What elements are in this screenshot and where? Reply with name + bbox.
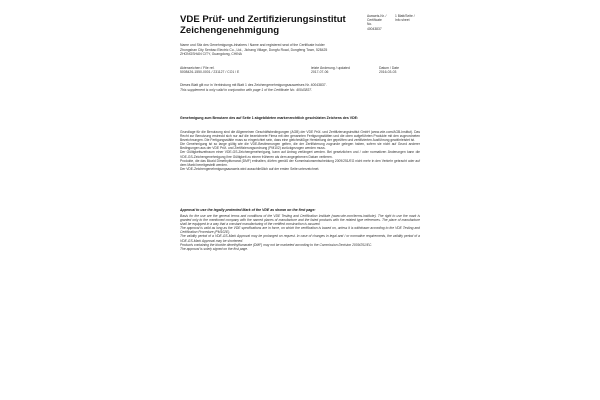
updated-label: letzte Änderung / updated: [311, 66, 350, 70]
certificate-page: [180, 14, 420, 386]
validity-note: [180, 83, 420, 92]
english-paragraph: Products containing the biocide dimethylfumarate (DMF) may not be marketed according to the Commission Decision 2009/251/EC.: [180, 242, 373, 247]
date-field: [379, 66, 419, 75]
title-line-2: Zeichengenehmigung: [180, 25, 280, 36]
holder-address-line-2: ZHONGSHAN CITY, Guangdong, CHINA: [180, 52, 242, 57]
english-paragraph: Basis for the use are the general terms and conditions of the VDE Testing and Certification Institute (www.vde.com/terms-institute). The right to use the mark is granted only to the mentioned company with the named places of manufacture and the listed products with the related type references. The place of manufacture shall be equipped in a way that a constant manufacturing of the certified construction is assured.: [180, 214, 420, 227]
sheet-info: 1 Blatt/Seite / Info sheet: [395, 14, 415, 23]
german-section-heading: Genehmigung zum Benutzen des auf Seite 1 abgebildeten markenrechtlich geschützten Zeichens des VDE:: [180, 116, 359, 120]
file-ref: [180, 66, 290, 75]
date-value: 2016-03-03: [379, 70, 397, 75]
german-paragraph: Der Gültigkeitszeitraum einer VDE-GS-Zeichengenehmigung, kann auf Antrag verlängert werden. Bei gesetzlichen und / oder normativen Änderungen kann die VDE-GS-Zeichengenehmigung ihre Gültigkeit zu einem früheren als dem angegebenen Datum verlieren.: [180, 150, 420, 159]
holder-block: [180, 43, 420, 57]
english-paragraph: The approval is solely signed on the first page.: [180, 246, 248, 251]
english-section-body: [180, 214, 420, 251]
file-ref-label: Aktenzeichen / File ref.: [180, 66, 215, 70]
german-paragraph: Produkte, die das Biozid Dimethylfumarat (DMF) enthalten, dürfen gemäß der Kommissionsentscheidung 2009/251/EG nicht mehr in den Verkehr gebracht oder auf dem Markt bereitgestellt werden.: [180, 158, 420, 167]
english-paragraph: The approval is valid as long as the VDE specifications are in force, on which the certification is based on, unless it is withdrawn according to the VDE Testing and Certification Procedure (PM102E).: [180, 226, 420, 235]
german-paragraph: Grundlage für die Benutzung sind die Allgemeinen Geschäftsbedingungen (AGB) der VDE Prüf- und Zertifizierungsinstitut GmbH (www.vde.com/AGB-Institut). Das Recht zur Benutzung erstreckt sich nur auf die bezeichnete Firma mit den genannten Fertigungsstätten und die oben aufgeführten Produkte mit den zugeordneten Bezeichnungen. Die Fertigungsstätte muss so eingerichtet sein, dass eine gleichmäßige Herstellung der geprüften und zertifizierten Ausführung gewährleistet ist.: [180, 130, 420, 143]
holder-address-line-1: Zhongshan City Senbao Electric Co., Ltd., Jichang Village, Dongfu Road, Dongfeng Town, 528425: [180, 47, 328, 52]
german-paragraph: Der VDE-Zeichengenehmigungsausweis wird ausschließlich auf der ersten Seite unterzeichnet.: [180, 166, 320, 171]
document-title: [180, 14, 350, 36]
validity-note-de: Dieses Blatt gilt nur in Verbindung mit Blatt 1 des Zeichengenehmigungsausweises Nr. 40043837.: [180, 83, 327, 87]
certificate-number-block: [367, 14, 387, 31]
german-section-body: [180, 130, 420, 171]
title-line-1: VDE Prüf- und Zertifizierungsinstitut: [180, 14, 346, 25]
date-label: Datum / Date: [379, 66, 399, 70]
holder-label: Name und Sitz des Genehmigungs-Inhabers / Name and registered seat of the Certificate holder: [180, 43, 325, 47]
certificate-number: 40043837: [367, 26, 382, 31]
certificate-number-label: Ausweis-Nr. / Certificate No.: [367, 14, 387, 27]
updated-value: 2017-07-06: [311, 70, 329, 75]
english-paragraph: The validity period of a VDE-GS-Mark Approval may be prolonged on request. In case of changes in legal and / or normative requirements, the validity period of a VDE-GS-Mark Approval may be shortened.: [180, 234, 420, 243]
validity-note-en: This supplement is only valid in conjunction with page 1 of the Certificate No. 40043837.: [180, 87, 313, 92]
german-paragraph: Die Genehmigung ist so lange gültig wie die VDE-Bestimmungen gelten, die der Zertifizierung zugrunde gelegen haben, sofern sie nicht auf Grund anderer Bedingungen aus der VDE Prüf- und Zertifizierungsordnung (PM102) zurückgezogen werden muss.: [180, 142, 420, 151]
updated-field: [311, 66, 371, 75]
english-section-heading: Approval to use the legally protected Mark of the VDE as shown on the first page:: [180, 208, 316, 212]
file-ref-value: 5008426-1550-0001 / 231127 / CO1 / E: [180, 70, 240, 75]
